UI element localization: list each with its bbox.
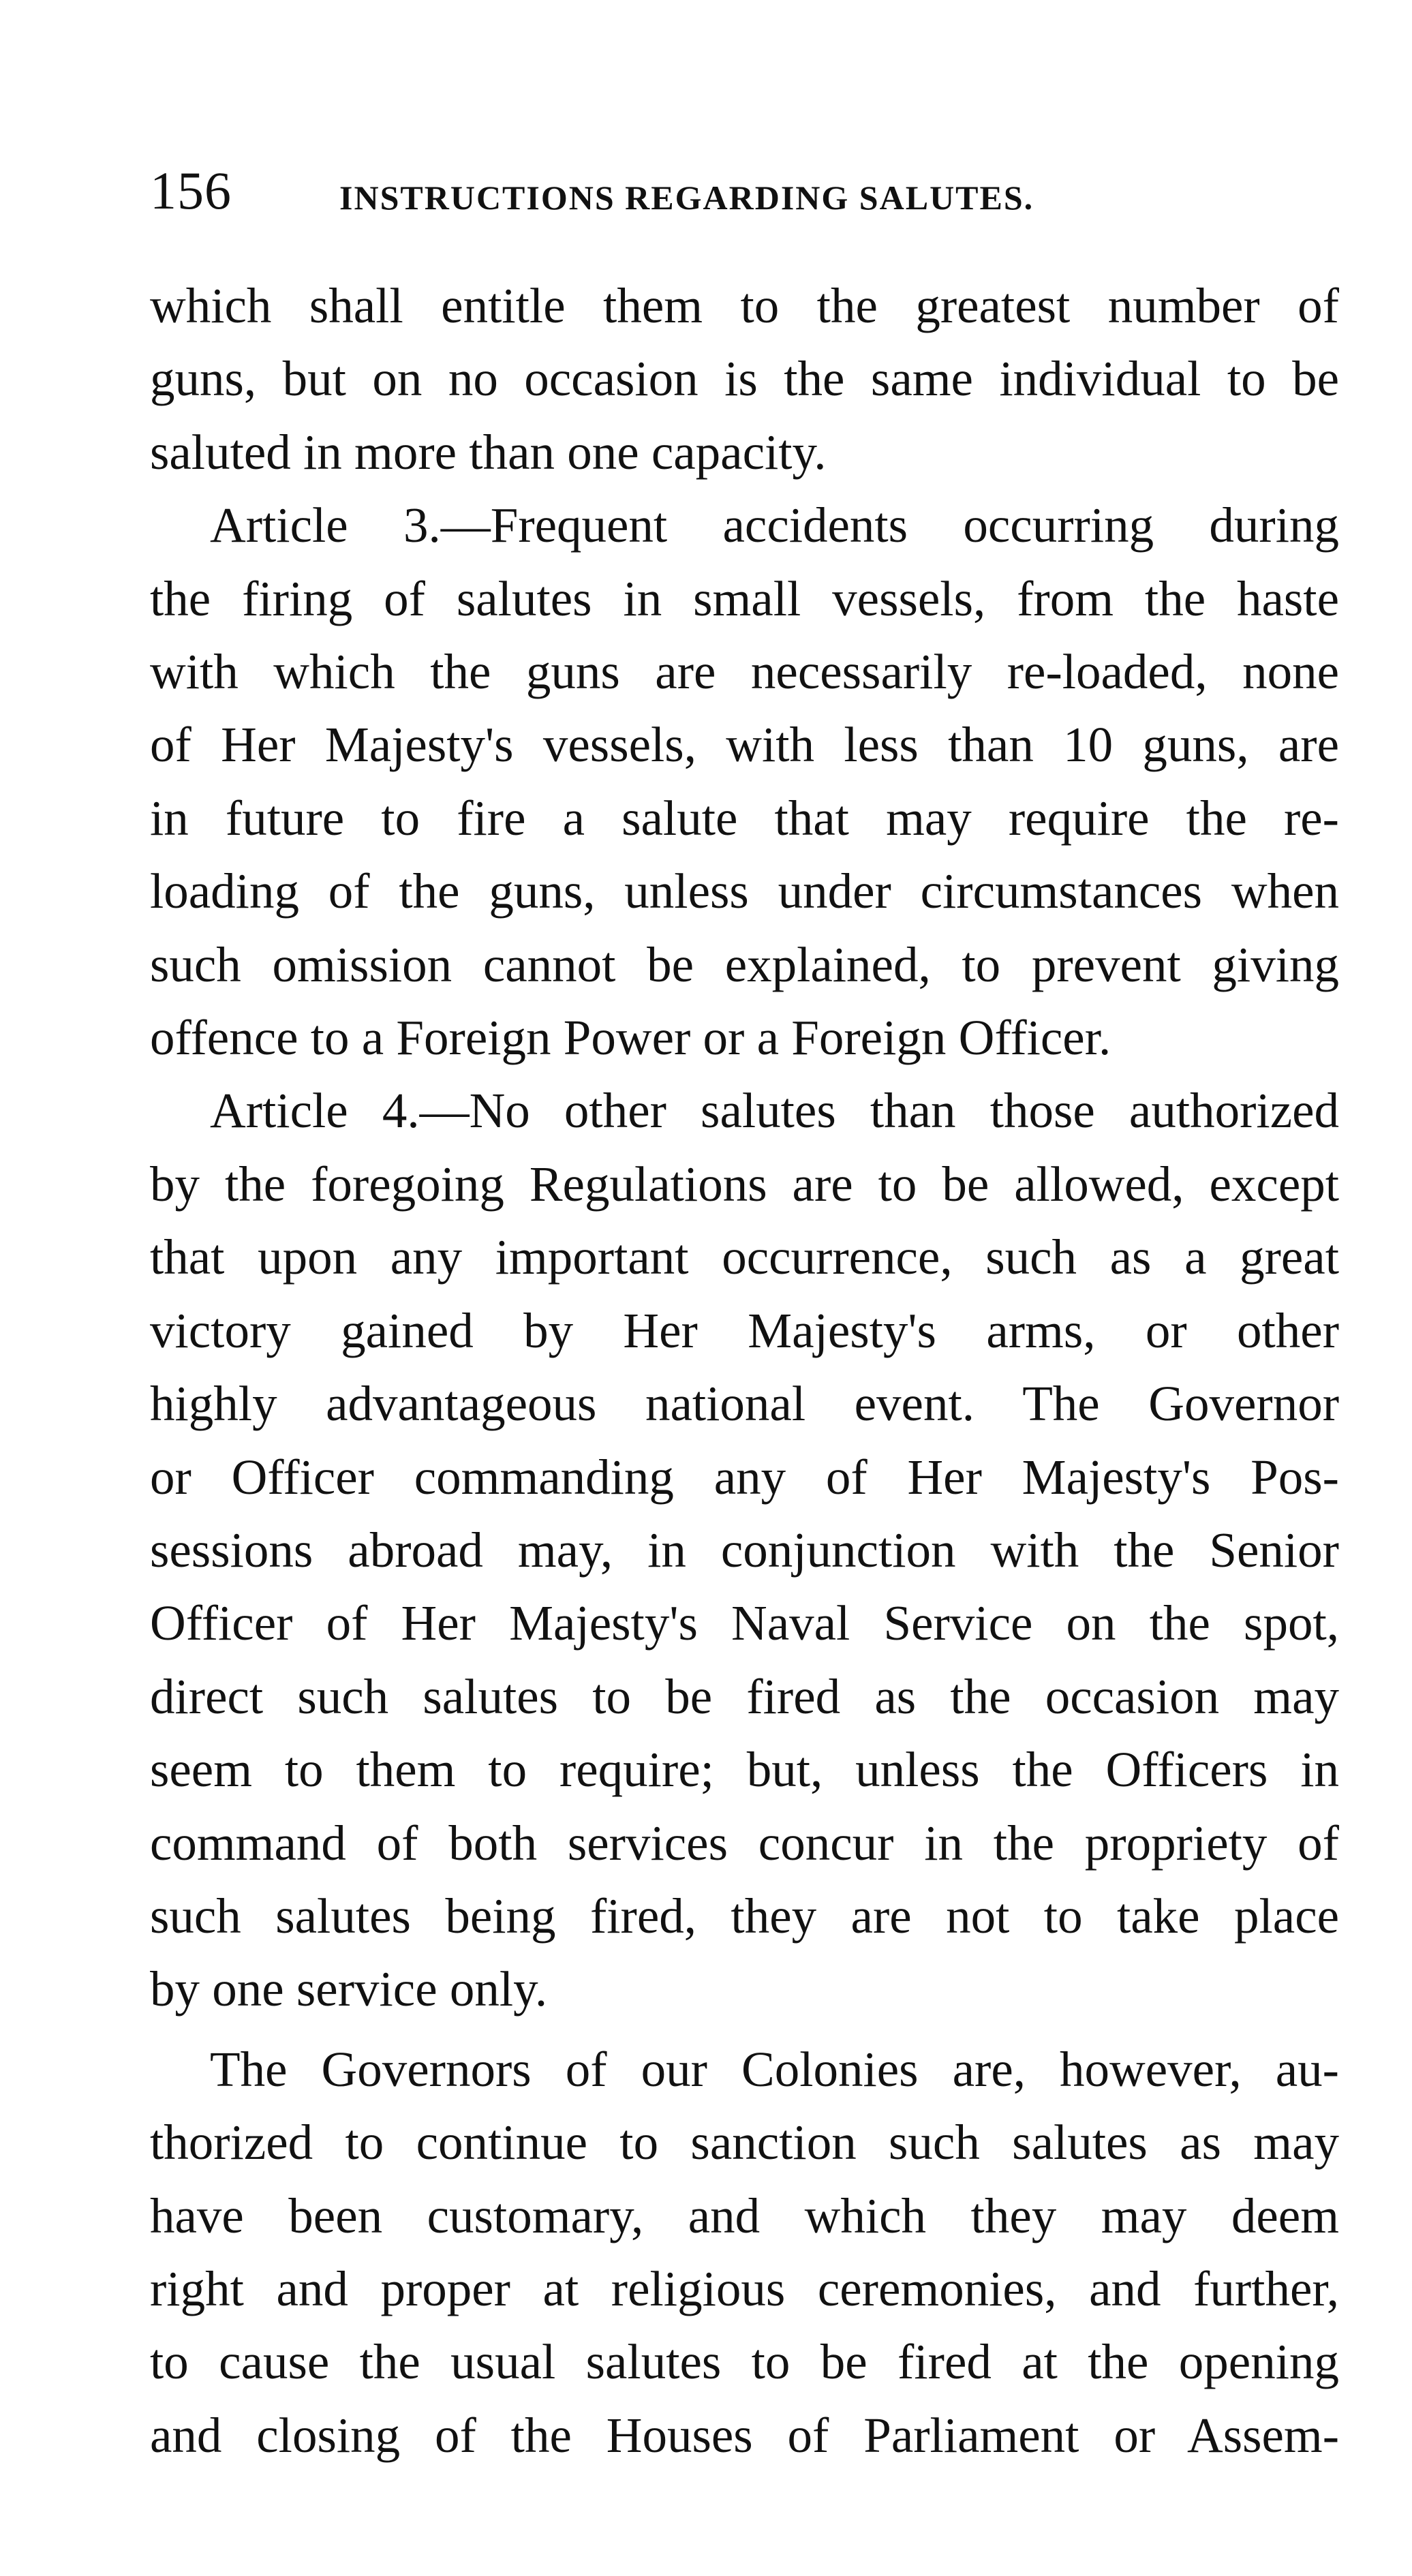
text-line: the firing of salutes in small vessels, from the haste xyxy=(150,570,1339,626)
text-line: by one service only. xyxy=(150,1961,548,2017)
paragraph-governors xyxy=(150,2033,1339,2472)
text-line: Officer of Her Majesty's Naval Service on the spot, xyxy=(150,1595,1339,1651)
body-text xyxy=(150,269,1339,2472)
text-line: in future to fire a salute that may require the re- xyxy=(150,790,1339,846)
text-line: such omission cannot be explained, to prevent giving xyxy=(150,936,1339,992)
text-line: guns, but on no occasion is the same individual to be xyxy=(150,351,1339,407)
text-line: Article 3.—Frequent accidents occurring during xyxy=(210,497,1339,553)
text-line: right and proper at religious ceremonies, and further, xyxy=(150,2260,1339,2316)
text-line: of Her Majesty's vessels, with less than 10 guns, are xyxy=(150,717,1339,773)
text-line: victory gained by Her Majesty's arms, or other xyxy=(150,1302,1339,1358)
text-line: command of both services concur in the propriety of xyxy=(150,1815,1339,1871)
text-line: seem to them to require; but, unless the Officers in xyxy=(150,1742,1339,1798)
text-line: that upon any important occurrence, such as a great xyxy=(150,1229,1339,1285)
text-line: Article 4.—No other salutes than those authorized xyxy=(210,1083,1339,1139)
paragraph-article-4 xyxy=(150,1074,1339,2025)
text-line: by the foregoing Regulations are to be allowed, except xyxy=(150,1156,1339,1212)
text-line: which shall entitle them to the greatest number of xyxy=(150,278,1339,333)
text-line: and closing of the Houses of Parliament or Assem- xyxy=(150,2407,1339,2463)
text-line: to cause the usual salutes to be fired at the opening xyxy=(150,2334,1339,2390)
running-title: INSTRUCTIONS REGARDING SALUTES. xyxy=(339,179,1034,217)
text-line: sessions abroad may, in conjunction with the Senior xyxy=(150,1522,1339,1578)
text-line: saluted in more than one capacity. xyxy=(150,424,827,480)
paragraph-article-3 xyxy=(150,489,1339,1074)
text-line: have been customary, and which they may deem xyxy=(150,2188,1339,2243)
paragraph-continuation xyxy=(150,269,1339,489)
text-line: such salutes being fired, they are not to take place xyxy=(150,1888,1339,1944)
text-line: or Officer commanding any of Her Majesty's Pos- xyxy=(150,1449,1339,1505)
running-head xyxy=(150,153,1336,228)
text-line: thorized to continue to sanction such salutes as may xyxy=(150,2115,1339,2171)
text-line: direct such salutes to be fired as the occasion may xyxy=(150,1668,1339,1724)
text-line: with which the guns are necessarily re-loaded, none xyxy=(150,644,1339,700)
text-line: offence to a Foreign Power or a Foreign Officer. xyxy=(150,1010,1111,1066)
page-number: 156 xyxy=(150,161,232,220)
text-line: highly advantageous national event. The Governor xyxy=(150,1376,1339,1432)
text-line: The Governors of our Colonies are, however, au- xyxy=(210,2041,1339,2097)
text-line: loading of the guns, unless under circumstances when xyxy=(150,863,1339,919)
